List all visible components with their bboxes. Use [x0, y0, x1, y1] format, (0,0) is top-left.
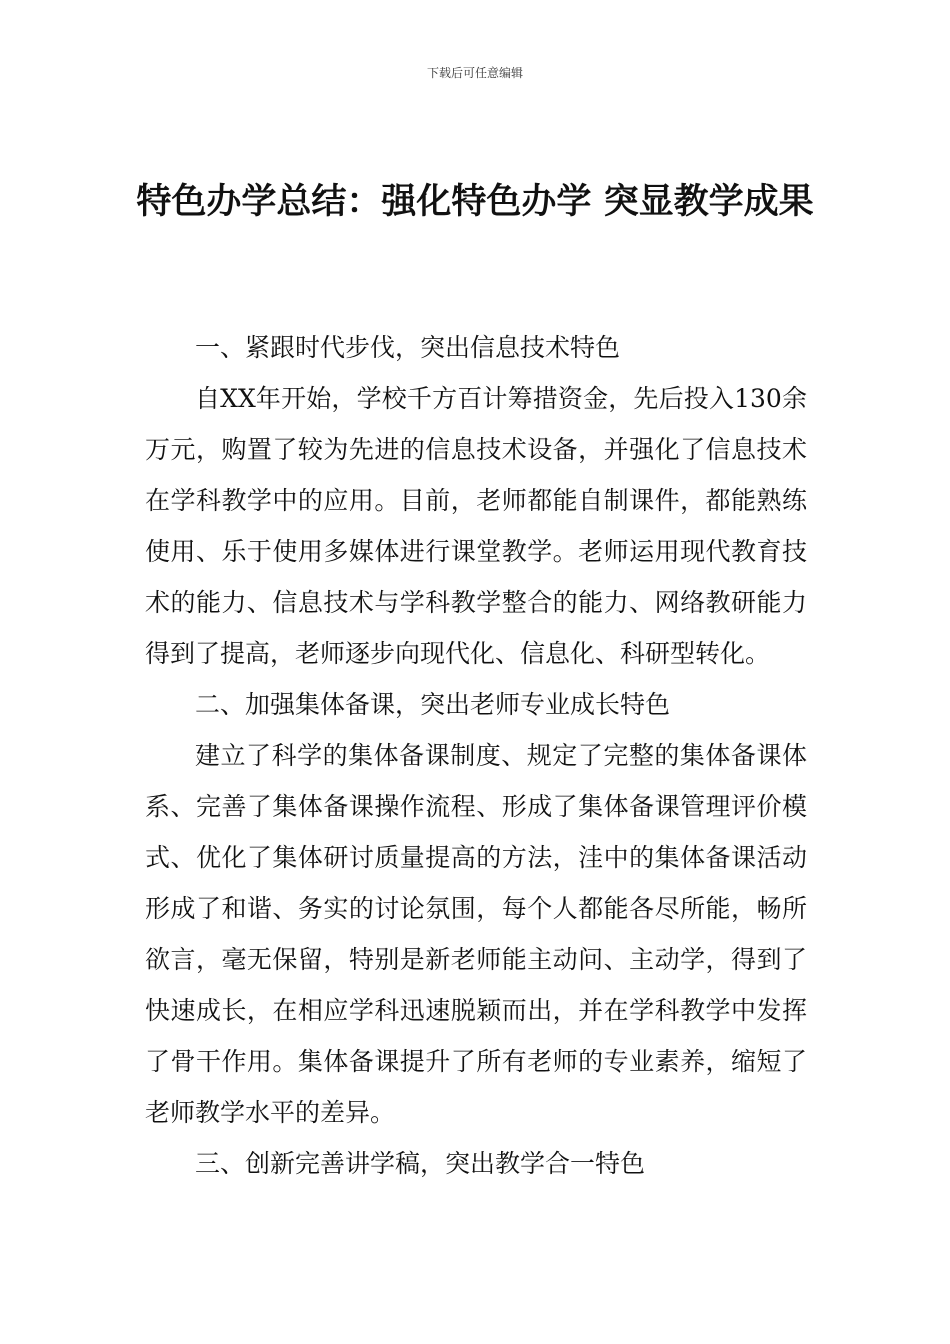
- document-title: 特色办学总结：强化特色办学 突显教学成果: [136, 182, 814, 222]
- document-body: [145, 322, 807, 1189]
- section-heading-3: 三、创新完善讲学稿，突出教学合一特色: [195, 1149, 646, 1178]
- section-heading-1: 一、紧跟时代步伐，突出信息技术特色: [195, 333, 621, 362]
- section-heading-2: 二、加强集体备课，突出老师专业成长特色: [195, 690, 671, 719]
- section-paragraph-2: 建立了科学的集体备课制度、规定了完整的集体备课体系、完善了集体备课操作流程、形成了集体备课管理评价模式、优化了集体研讨质量提高的方法，洼中的集体备课活动形成了和谐、务实的讨论氛围，每个人都能各尽所能，畅所欲言，毫无保留，特别是新老师能主动问、主动学，得到了快速成长，在相应学科迅速脱颖而出，并在学科教学中发挥了骨干作用。集体备课提升了所有老师的专业素养，缩短了老师教学水平的差异。: [145, 741, 807, 1127]
- section-paragraph-1: 自XX年开始，学校千方百计筹措资金，先后投入130余万元，购置了较为先进的信息技术设备，并强化了信息技术在学科教学中的应用。目前，老师都能自制课件，都能熟练使用、乐于使用多媒体进行课堂教学。老师运用现代教育技术的能力、信息技术与学科教学整合的能力、网络教研能力得到了提高，老师逐步向现代化、信息化、科研型转化。: [145, 384, 807, 668]
- header-note: 下载后可任意编辑: [426, 66, 523, 80]
